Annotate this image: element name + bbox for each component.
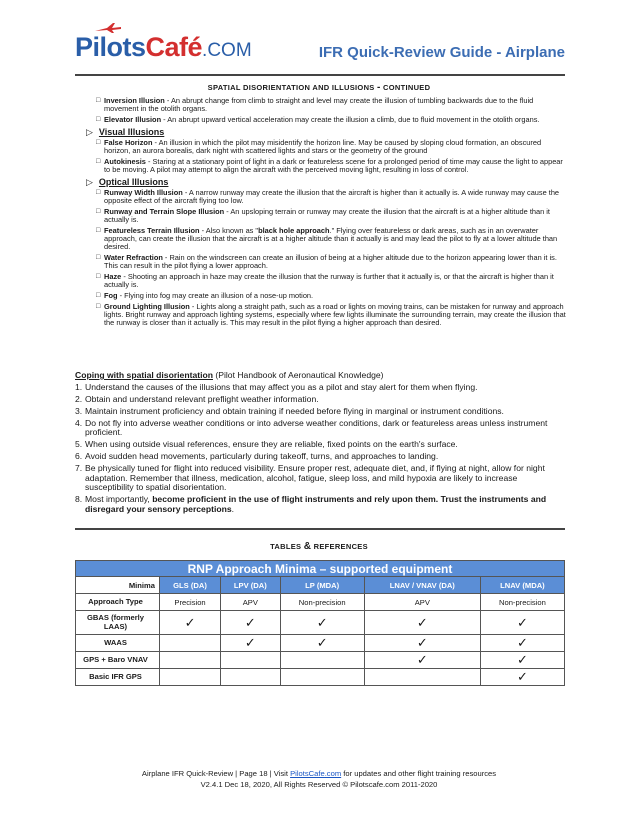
emphasis-text: become proficient in the use of flight instruments and rely upon them. Trust the instruments and disregard your sensory perceptions <box>85 494 547 514</box>
checkbox-bullet-icon: □ <box>96 273 101 280</box>
table-cell <box>160 635 221 652</box>
item-desc: ." Flying over featureless or dark areas, such as in an overwater approach, can create the illusion that the aircraft is at a higher altitude than it actually is and may lead the pilot to fly at a lower altitude than desired. <box>104 225 558 252</box>
table-cell <box>160 669 221 686</box>
section-title-tables <box>0 541 638 552</box>
airplane-icon <box>93 22 123 34</box>
table-cell <box>280 652 364 669</box>
header-divider <box>75 74 565 76</box>
page-header <box>75 32 565 76</box>
coping-heading-source: (Pilot Handbook of Aeronautical Knowledge) <box>212 370 384 380</box>
logo-pilots-text: Pilots <box>75 32 146 62</box>
item-term: Elevator Illusion <box>104 115 162 124</box>
item-term: False Horizon <box>104 137 153 147</box>
table-row <box>76 669 565 686</box>
pilotscafe-logo[interactable] <box>75 32 252 63</box>
table-header-row <box>76 577 565 594</box>
column-header: LNAV / VNAV (DA) <box>364 577 480 594</box>
checkbox-bullet-icon: □ <box>96 226 101 234</box>
numbered-item: 1. Understand the causes of the illusions that may affect you as a pilot and stay alert for them when flying. <box>75 382 478 392</box>
table-cell: Non-precision <box>280 594 364 611</box>
table-cell: APV <box>221 594 281 611</box>
section-title-separator: - <box>376 82 381 93</box>
row-label: Approach Type <box>76 594 160 611</box>
coping-section <box>75 370 565 517</box>
table-cell: APV <box>364 594 480 611</box>
item-desc: - Rain on the windscreen can create an illusion of being at a higher altitude due to the horizon appearing lower than it is. This can result in the pilot flying a lower approach. <box>104 253 557 271</box>
numbered-item: 6. Avoid sudden head movements, particularly during takeoff, turns, and approaches to landing. <box>75 451 439 462</box>
table-cell <box>160 652 221 669</box>
checkbox-bullet-icon: □ <box>96 292 101 299</box>
column-header: LPV (DA) <box>221 577 281 594</box>
section-title-spatial <box>0 82 638 93</box>
list-item <box>96 254 566 271</box>
logo-cafe-text: Café <box>145 32 203 62</box>
list-item <box>96 208 566 225</box>
item-term: Runway Width Illusion <box>104 187 183 197</box>
item-desc: - An illusion in which the pilot may misidentify the horizon line. May be caused by sloping cloud formation, an obscured horizon, an aurora borealis, dark night with scattered lights and stars or the geometry of the ground <box>104 137 542 155</box>
coping-heading-title: Coping with spatial disorientation <box>75 370 213 380</box>
numbered-item: 5. When using outside visual references, ensure they are reliable, fixed points on the earth's surface. <box>75 439 458 450</box>
item-term: Haze <box>104 272 122 281</box>
item-desc: - Shooting an approach in haze may create the illusion that the runway is further that it actually is, or that the aircraft is higher than it actually is. <box>104 272 554 290</box>
table-cell <box>221 669 281 686</box>
guide-title: IFR Quick-Review Guide - Airplane <box>318 44 565 61</box>
checkbox-bullet-icon: □ <box>96 157 101 165</box>
item-term: Featureless Terrain Illusion <box>104 225 200 235</box>
table-row <box>76 594 565 611</box>
checkbox-bullet-icon: □ <box>96 254 101 261</box>
row-label: GBAS (formerly LAAS) <box>76 611 160 635</box>
list-item <box>96 158 566 175</box>
checkbox-bullet-icon: □ <box>96 138 101 146</box>
section-title-ampersand: & <box>303 541 312 552</box>
section-title-part-a: SPATIAL DISORIENTATION AND ILLUSIONS <box>207 83 375 92</box>
table-row <box>76 635 565 652</box>
check-icon: ✓ <box>221 611 281 635</box>
list-item <box>96 116 566 124</box>
numbered-item: 7. Be physically tuned for flight into reduced visibility. Ensure proper rest, adequate diet, and, if flying at night, allow for night adaptation. Remember that illness, medication, alcohol, fatigue, sleep loss, and mild hypoxia are likely to increase susceptibility to spatial disorientation. <box>75 463 545 493</box>
footer-line-2: V2.4.1 Dec 18, 2020, All Rights Reserved © Pilotscafe.com 2011-2020 <box>200 780 438 789</box>
table-title: RNP Approach Minima – supported equipment <box>76 561 565 577</box>
row-label: Basic IFR GPS <box>76 669 160 686</box>
list-item <box>96 227 566 252</box>
checkbox-bullet-icon: □ <box>96 188 101 196</box>
footer-line-1: Airplane IFR Quick-Review | Page 18 | Visit PilotsCafe.com for updates and other flight training resources <box>141 769 497 778</box>
table-row <box>76 652 565 669</box>
section-title-part-a: TABLES <box>270 542 302 551</box>
check-icon: ✓ <box>480 611 564 635</box>
list-item <box>96 139 566 156</box>
list-item <box>96 97 566 114</box>
table-cell: Precision <box>160 594 221 611</box>
checkbox-bullet-icon: □ <box>96 207 101 215</box>
row-label: GPS + Baro VNAV <box>76 652 160 669</box>
checkbox-bullet-icon: □ <box>96 97 101 104</box>
illusions-list <box>88 97 566 330</box>
triangle-bullet-icon: ▷ <box>86 176 93 187</box>
column-header: LP (MDA) <box>280 577 364 594</box>
item-term: Ground Lighting Illusion <box>104 301 190 311</box>
pilotscafe-link[interactable]: PilotsCafe.com <box>290 769 342 778</box>
item-term: Runway and Terrain Slope Illusion <box>104 206 225 216</box>
table-row <box>76 611 565 635</box>
check-icon: ✓ <box>480 652 564 669</box>
item-desc: - An abrupt upward vertical acceleration may create the illusion a climb, due to fluid movement in the otolith organs. <box>161 115 540 124</box>
item-desc: - Staring at a stationary point of light in a dark or featureless scene for a prolonged period of time may cause the light to appear to be moving. A pilot may attempt to align the aircraft with the perceived moving light, resulting in loss of control. <box>104 156 563 174</box>
row-label: WAAS <box>76 635 160 652</box>
check-icon: ✓ <box>364 652 480 669</box>
list-item <box>96 189 566 206</box>
item-desc-bold: black hole approach <box>258 225 330 235</box>
check-icon: ✓ <box>364 611 480 635</box>
section-title-part-b: CONTINUED <box>383 83 431 92</box>
item-term: Inversion Illusion <box>104 96 165 105</box>
check-icon: ✓ <box>480 669 564 686</box>
numbered-item: 2. Obtain and understand relevant preflight weather information. <box>75 394 319 404</box>
column-header: LNAV (MDA) <box>480 577 564 594</box>
coping-heading <box>75 370 565 380</box>
check-icon: ✓ <box>280 611 364 635</box>
table-corner-header: Minima <box>76 577 160 594</box>
column-header: GLS (DA) <box>160 577 221 594</box>
check-icon: ✓ <box>280 635 364 652</box>
table-cell <box>364 669 480 686</box>
item-desc: - Flying into fog may create an illusion of a nose-up motion. <box>117 291 314 300</box>
item-term: Fog <box>104 291 118 300</box>
checkbox-bullet-icon: □ <box>96 302 101 310</box>
item-desc: - An upsloping terrain or runway may create the illusion that the aircraft is at a higher altitude than it actually is. <box>104 206 550 224</box>
check-icon: ✓ <box>480 635 564 652</box>
checkbox-bullet-icon: □ <box>96 116 101 123</box>
numbered-item: 4. Do not fly into adverse weather conditions or into adverse weather conditions, dark or featureless areas unless instrument proficient. <box>75 418 548 438</box>
section-title-part-b: REFERENCES <box>313 542 368 551</box>
item-desc: - Lights along a straight path, such as a road or lights on moving trains, can be mistaken for runway and approach lights. Bright runway and approach lighting systems, especially where few lights illuminate the surrounding terrain, may create the illusion that the runway is closer than it actually is. This may result in the pilot flying a higher approach than desired. <box>104 301 566 328</box>
check-icon: ✓ <box>364 635 480 652</box>
list-item <box>96 292 566 300</box>
list-item <box>96 273 566 290</box>
logo-com-text: .COM <box>202 40 252 61</box>
rnp-approach-table <box>75 560 565 686</box>
check-icon: ✓ <box>160 611 221 635</box>
table-cell <box>280 669 364 686</box>
triangle-bullet-icon: ▷ <box>86 126 93 137</box>
check-icon: ✓ <box>221 635 281 652</box>
section-divider <box>75 528 565 530</box>
item-term: Water Refraction <box>104 253 163 262</box>
table-cell <box>221 652 281 669</box>
table-cell: Non-precision <box>480 594 564 611</box>
visual-illusions-heading: ▷ Visual Illusions <box>86 126 165 138</box>
item-term: Autokinesis <box>104 156 146 166</box>
page-footer <box>0 768 638 790</box>
numbered-item: 8. Most importantly, become proficient in the use of flight instruments and rely upon them. Trust the instruments and disregard your sensory perceptions. <box>75 494 547 514</box>
numbered-item: 3. Maintain instrument proficiency and obtain training if needed before flying in marginal or instrument conditions. <box>75 406 504 416</box>
item-desc: - An abrupt change from climb to straight and level may create the illusion of tumbling backwards due to the fluid movement in the otolith organs. <box>104 96 534 114</box>
item-desc: - A narrow runway may create the illusion that the aircraft is higher than it actually is. A wide runway may cause the opposite effect of the aircraft flying too low. <box>104 187 560 205</box>
optical-illusions-heading: ▷ Optical Illusions <box>86 176 169 188</box>
item-desc: - Also known as " <box>199 225 259 235</box>
list-item <box>96 303 566 328</box>
